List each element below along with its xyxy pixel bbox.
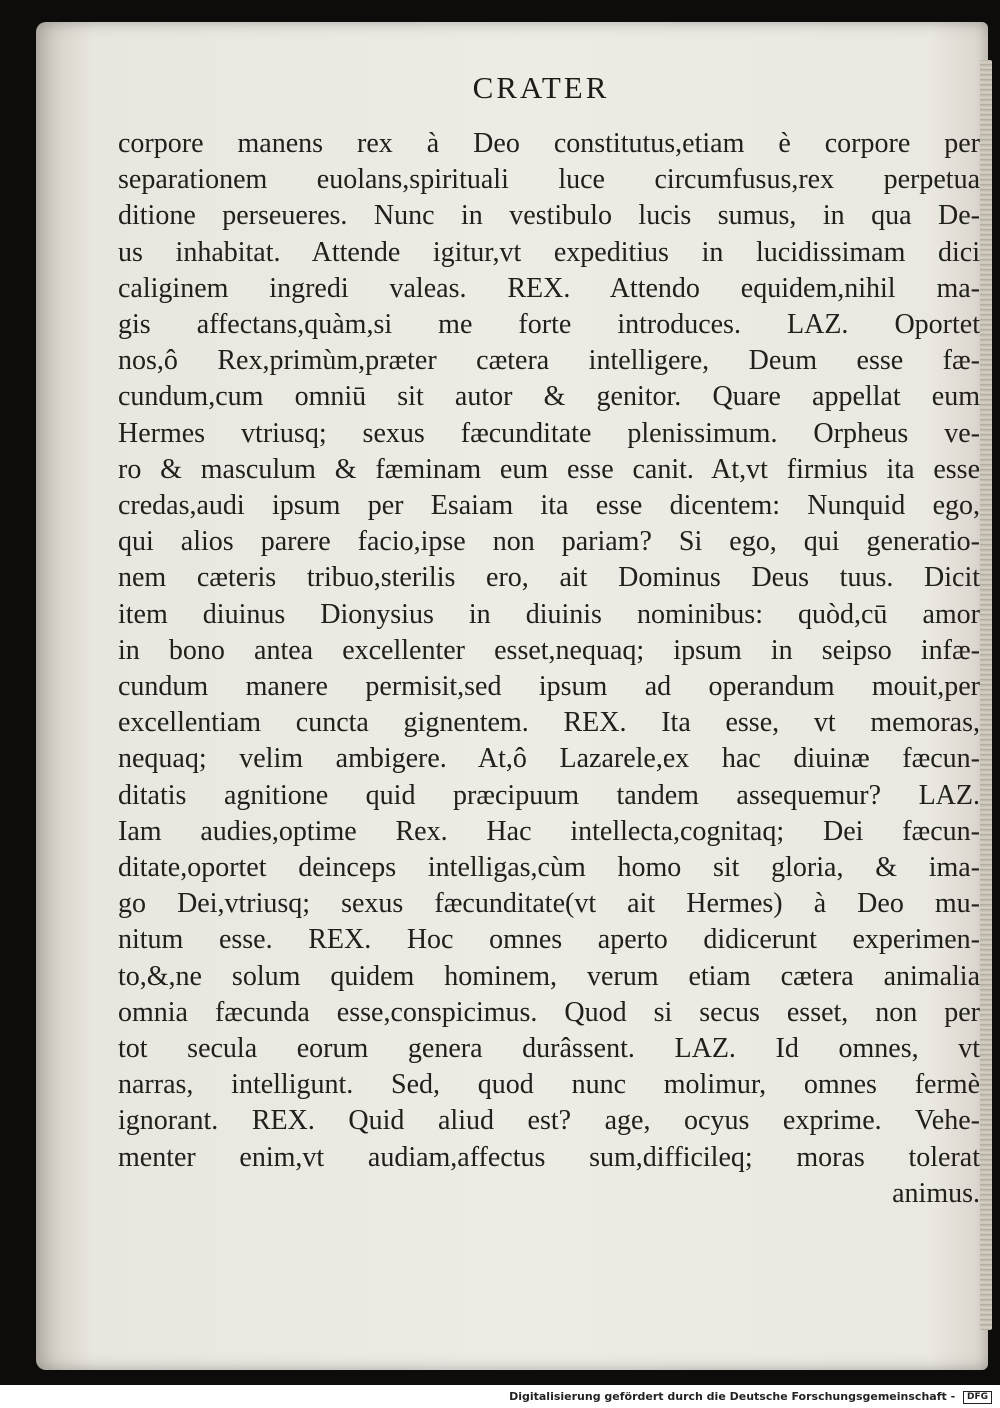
text-line: item diuinus Dionysius in diuinis nominibus: quòd,cū amor bbox=[118, 598, 980, 630]
text-line: cundum manere permisit,sed ipsum ad operandum mouit,per bbox=[118, 671, 980, 703]
text-line: cundum,cum omniū sit autor & genitor. Quare appellat eum bbox=[118, 381, 980, 413]
text-line: nequaq; velim ambigere. At,ô Lazarele,ex hac diuinæ fæcun- bbox=[118, 743, 980, 775]
text-line: qui alios parere facio,ipse non pariam? Si ego, qui generatio- bbox=[118, 526, 980, 558]
body-text bbox=[118, 126, 980, 1212]
text-line: gis affectans,quàm,si me forte introduces. LAZ. Oportet bbox=[118, 309, 980, 341]
dfg-logo: DFG bbox=[963, 1391, 992, 1404]
text-line: to,&,ne solum quidem hominem, verum etiam cætera animalia bbox=[118, 960, 980, 992]
text-line: ignorant. REX. Quid aliud est? age, ocyus exprime. Vehe- bbox=[118, 1105, 980, 1137]
text-line: go Dei,vtriusq; sexus fæcunditate(vt ait Hermes) à Deo mu- bbox=[118, 888, 980, 920]
text-line: animus. bbox=[892, 1177, 980, 1209]
text-line: us inhabitat. Attende igitur,vt expeditius in lucidissimam dici bbox=[118, 236, 980, 268]
text-line: omnia fæcunda esse,conspicimus. Quod si secus esset, non per bbox=[118, 996, 980, 1028]
text-line: caliginem ingredi valeas. REX. Attendo equidem,nihil ma- bbox=[118, 272, 980, 304]
running-head: CRATER bbox=[472, 70, 610, 105]
text-line: nos,ô Rex,primùm,præter cætera intelligere, Deum esse fæ- bbox=[118, 345, 980, 377]
page-edge bbox=[980, 60, 992, 1330]
text-line: ditatis agnitione quid præcipuum tandem assequemur? LAZ. bbox=[118, 779, 980, 811]
text-line: ditione perseueres. Nunc in vestibulo lucis sumus, in qua De- bbox=[118, 200, 980, 232]
text-line: separationem euolans,spirituali luce circumfusus,rex perpetua bbox=[118, 164, 980, 196]
text-line: nem cæteris tribuo,sterilis ero, ait Dominus Deus tuus. Dicit bbox=[118, 562, 980, 594]
text-line: Iam audies,optime Rex. Hac intellecta,cognitaq; Dei fæcun- bbox=[118, 815, 980, 847]
text-line: Hermes vtriusq; sexus fæcunditate plenissimum. Orpheus ve- bbox=[118, 417, 980, 449]
text-line: ro & masculum & fæminam eum esse canit. At,vt firmius ita esse bbox=[118, 453, 980, 485]
text-line: menter enim,vt audiam,affectus sum,difficileq; moras tolerat bbox=[118, 1141, 980, 1173]
text-line: excellentiam cuncta gignentem. REX. Ita esse, vt memoras, bbox=[118, 707, 980, 739]
text-line: narras, intelligunt. Sed, quod nunc molimur, omnes fermè bbox=[118, 1069, 980, 1101]
text-line: ditate,oportet deinceps intelligas,cùm homo sit gloria, & ima- bbox=[118, 852, 980, 884]
text-line: credas,audi ipsum per Esaiam ita esse dicentem: Nunquid ego, bbox=[118, 490, 980, 522]
text-line: corpore manens rex à Deo constitutus,etiam è corpore per bbox=[118, 128, 980, 159]
text-line: nitum esse. REX. Hoc omnes aperto didicerunt experimen- bbox=[118, 924, 980, 956]
footer-credit: Digitalisierung gefördert durch die Deutsche Forschungsgemeinschaft - bbox=[509, 1390, 956, 1403]
text-line: in bono antea excellenter esset,nequaq; ipsum in seipso infæ- bbox=[118, 634, 980, 666]
text-line: tot secula eorum genera durâssent. LAZ. Id omnes, vt bbox=[118, 1033, 980, 1065]
digitization-footer bbox=[0, 1388, 992, 1406]
